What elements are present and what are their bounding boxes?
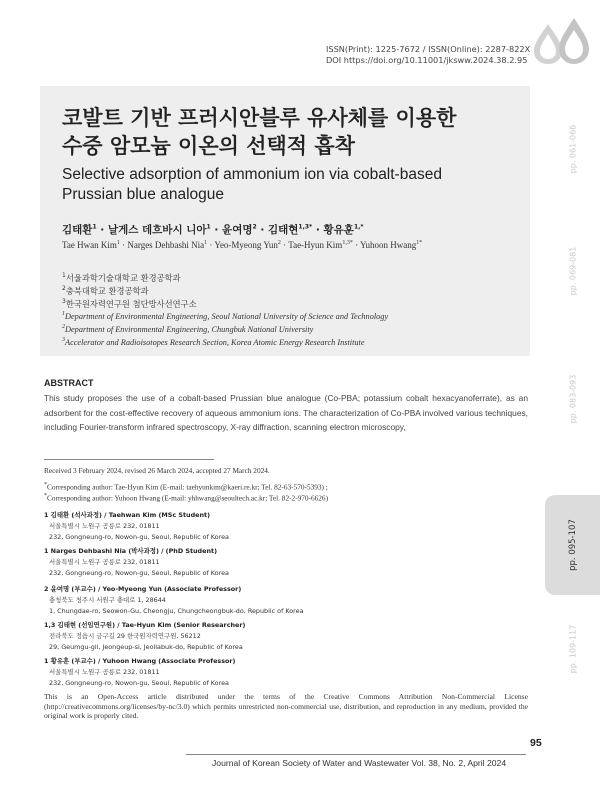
affiliation-en-1: $^1$Department of Environmental Engineering, Seoul National University of Science and Technology — [62, 311, 389, 321]
footer-divider — [186, 754, 526, 755]
license-notice: This is an Open-Access article distributed under the terms of the Creative Commons Attribution Non-Commercial License (http://creativecommons.org/licenses/by-nc/3.0) which permits unrestricted non-commercial use, distribution, and reproduction in any medium, provided the original work is properly cited. — [44, 692, 528, 721]
affiliation-en-2: $^2$Department of Environmental Engineering, Chungbuk National University — [62, 324, 314, 334]
page-tab-1[interactable]: pp. 061-066 — [568, 124, 577, 174]
corresponding-author-2: *Corresponding author: Yuhoon Hwang (E-mail: yhhwang@seoultech.ac.kr; Tel. 82-2-970-6626) — [44, 493, 328, 503]
issn-doi-header — [326, 44, 530, 66]
received-dates: Received 3 February 2024, revised 26 March 2024, accepted 27 March 2024. — [44, 466, 270, 475]
author-info-3: 2 윤여명 (부교수) / Yeo-Myeong Yun (Associate Professor) 충청북도 청주시 서원구 충대로 1, 28644 1, Chungdae-ro, Seowon-Gu, Cheongju, Chungcheongbuk-do, Republic of Korea — [44, 585, 304, 615]
page-tab-2[interactable]: pp. 069-081 — [568, 246, 577, 296]
issn: ISSN(Print): 1225-7672 / ISSN(Online): 2287-822X — [326, 44, 531, 54]
affiliation-ko-3: $^3$한국원자력연구원 첨단방사선연구소 — [62, 298, 197, 309]
author-info-1: 1 김태환 (석사과정) / Taehwan Kim (MSc Student) 서울특별시 노원구 공릉로 232, 01811 232, Gongneung-ro, Nowon-gu, Seoul, Republic of Korea — [44, 511, 229, 541]
affiliation-ko-1: $^1$서울과학기술대학교 환경공학과 — [62, 272, 181, 283]
author-info-2: 1 Narges Dehbashi Nia (박사과정) / (PhD Student) 서울특별시 노원구 공릉로 232, 01811 232, Gongneung-ro, Nowon-gu, Seoul, Republic of Korea — [44, 547, 229, 577]
english-title: Selective adsorption of ammonium ion via cobalt-based Prussian blue analogue — [62, 166, 442, 203]
page-range-sidebar — [545, 90, 600, 700]
author-info-4: 1,3 김태현 (선임연구원) / Tae-Hyun Kim (Senior Researcher) 전라북도 정읍시 금구길 29 한국원자력연구원, 56212 29, Geumgu-gil, Jeongeup-si, Jeollabuk-do, Republic of Korea — [44, 621, 246, 651]
authors-english: Tae Hwan Kim$^1$ · Narges Dehbashi Nia$^1$ · Yeo-Myeong Yun$^2$ · Tae-Hyun Kim$^{1,3*}$ · Yuhoon Hwang$^{1*}$ — [62, 240, 423, 250]
affiliation-en-3: $^3$Accelerator and Radioisotopes Research Section, Korea Atomic Energy Research Institute — [62, 337, 365, 347]
journal-citation: Journal of Korean Society of Water and Wastewater Vol. 38, No. 2, April 2024 — [212, 758, 507, 768]
author-info-5: 1 황유훈 (부교수) / Yuhoon Hwang (Associate Professor) 서울특별시 노원구 공릉로 232, 01811 232, Gongneung-ro, Nowon-gu, Seoul, Republic of Korea — [44, 657, 236, 687]
footnote-divider — [44, 459, 214, 460]
water-drop-logo-icon — [530, 18, 592, 66]
doi: DOI https://doi.org/10.11001/jksww.2024.38.2.95 — [326, 55, 528, 65]
abstract-text: This study proposes the use of a cobalt-based Prussian blue analogue (Co-PBA; potassium cobalt hexacyanoferrate), as an adsorbent for the cost-effective recovery of aqueous ammonium ions. The characterization of Co-PBA involved various techniques, including Fourier-transform infrared spectroscopy, X-ray diffraction, scanning electron microscopy, — [44, 393, 528, 433]
page-number: 95 — [530, 737, 542, 749]
affiliation-ko-2: $^2$충북대학교 환경공학과 — [62, 285, 149, 296]
korean-title: 코발트 기반 프러시안블루 유사체를 이용한 수중 암모늄 이온의 선택적 흡착 — [62, 106, 457, 158]
authors-korean: 김태환$^1$ · 날게스 데흐바시 니아$^1$ · 윤여명$^2$ · 김태현$^{1,3*}$ · 황유훈$^{1,*}$ — [62, 223, 364, 236]
page-tab-current[interactable]: pp. 095-107 — [545, 495, 600, 595]
abstract-heading: ABSTRACT — [44, 378, 94, 388]
page-tab-3[interactable]: pp. 083-093 — [568, 374, 577, 424]
corresponding-author-1: *Corresponding author: Tae-Hyun Kim (E-mail: taehyunkim@kaeri.re.kr; Tel. 82-63-570-5393) ; — [44, 482, 328, 492]
page-tab-5[interactable]: pp. 109-117 — [568, 624, 577, 674]
